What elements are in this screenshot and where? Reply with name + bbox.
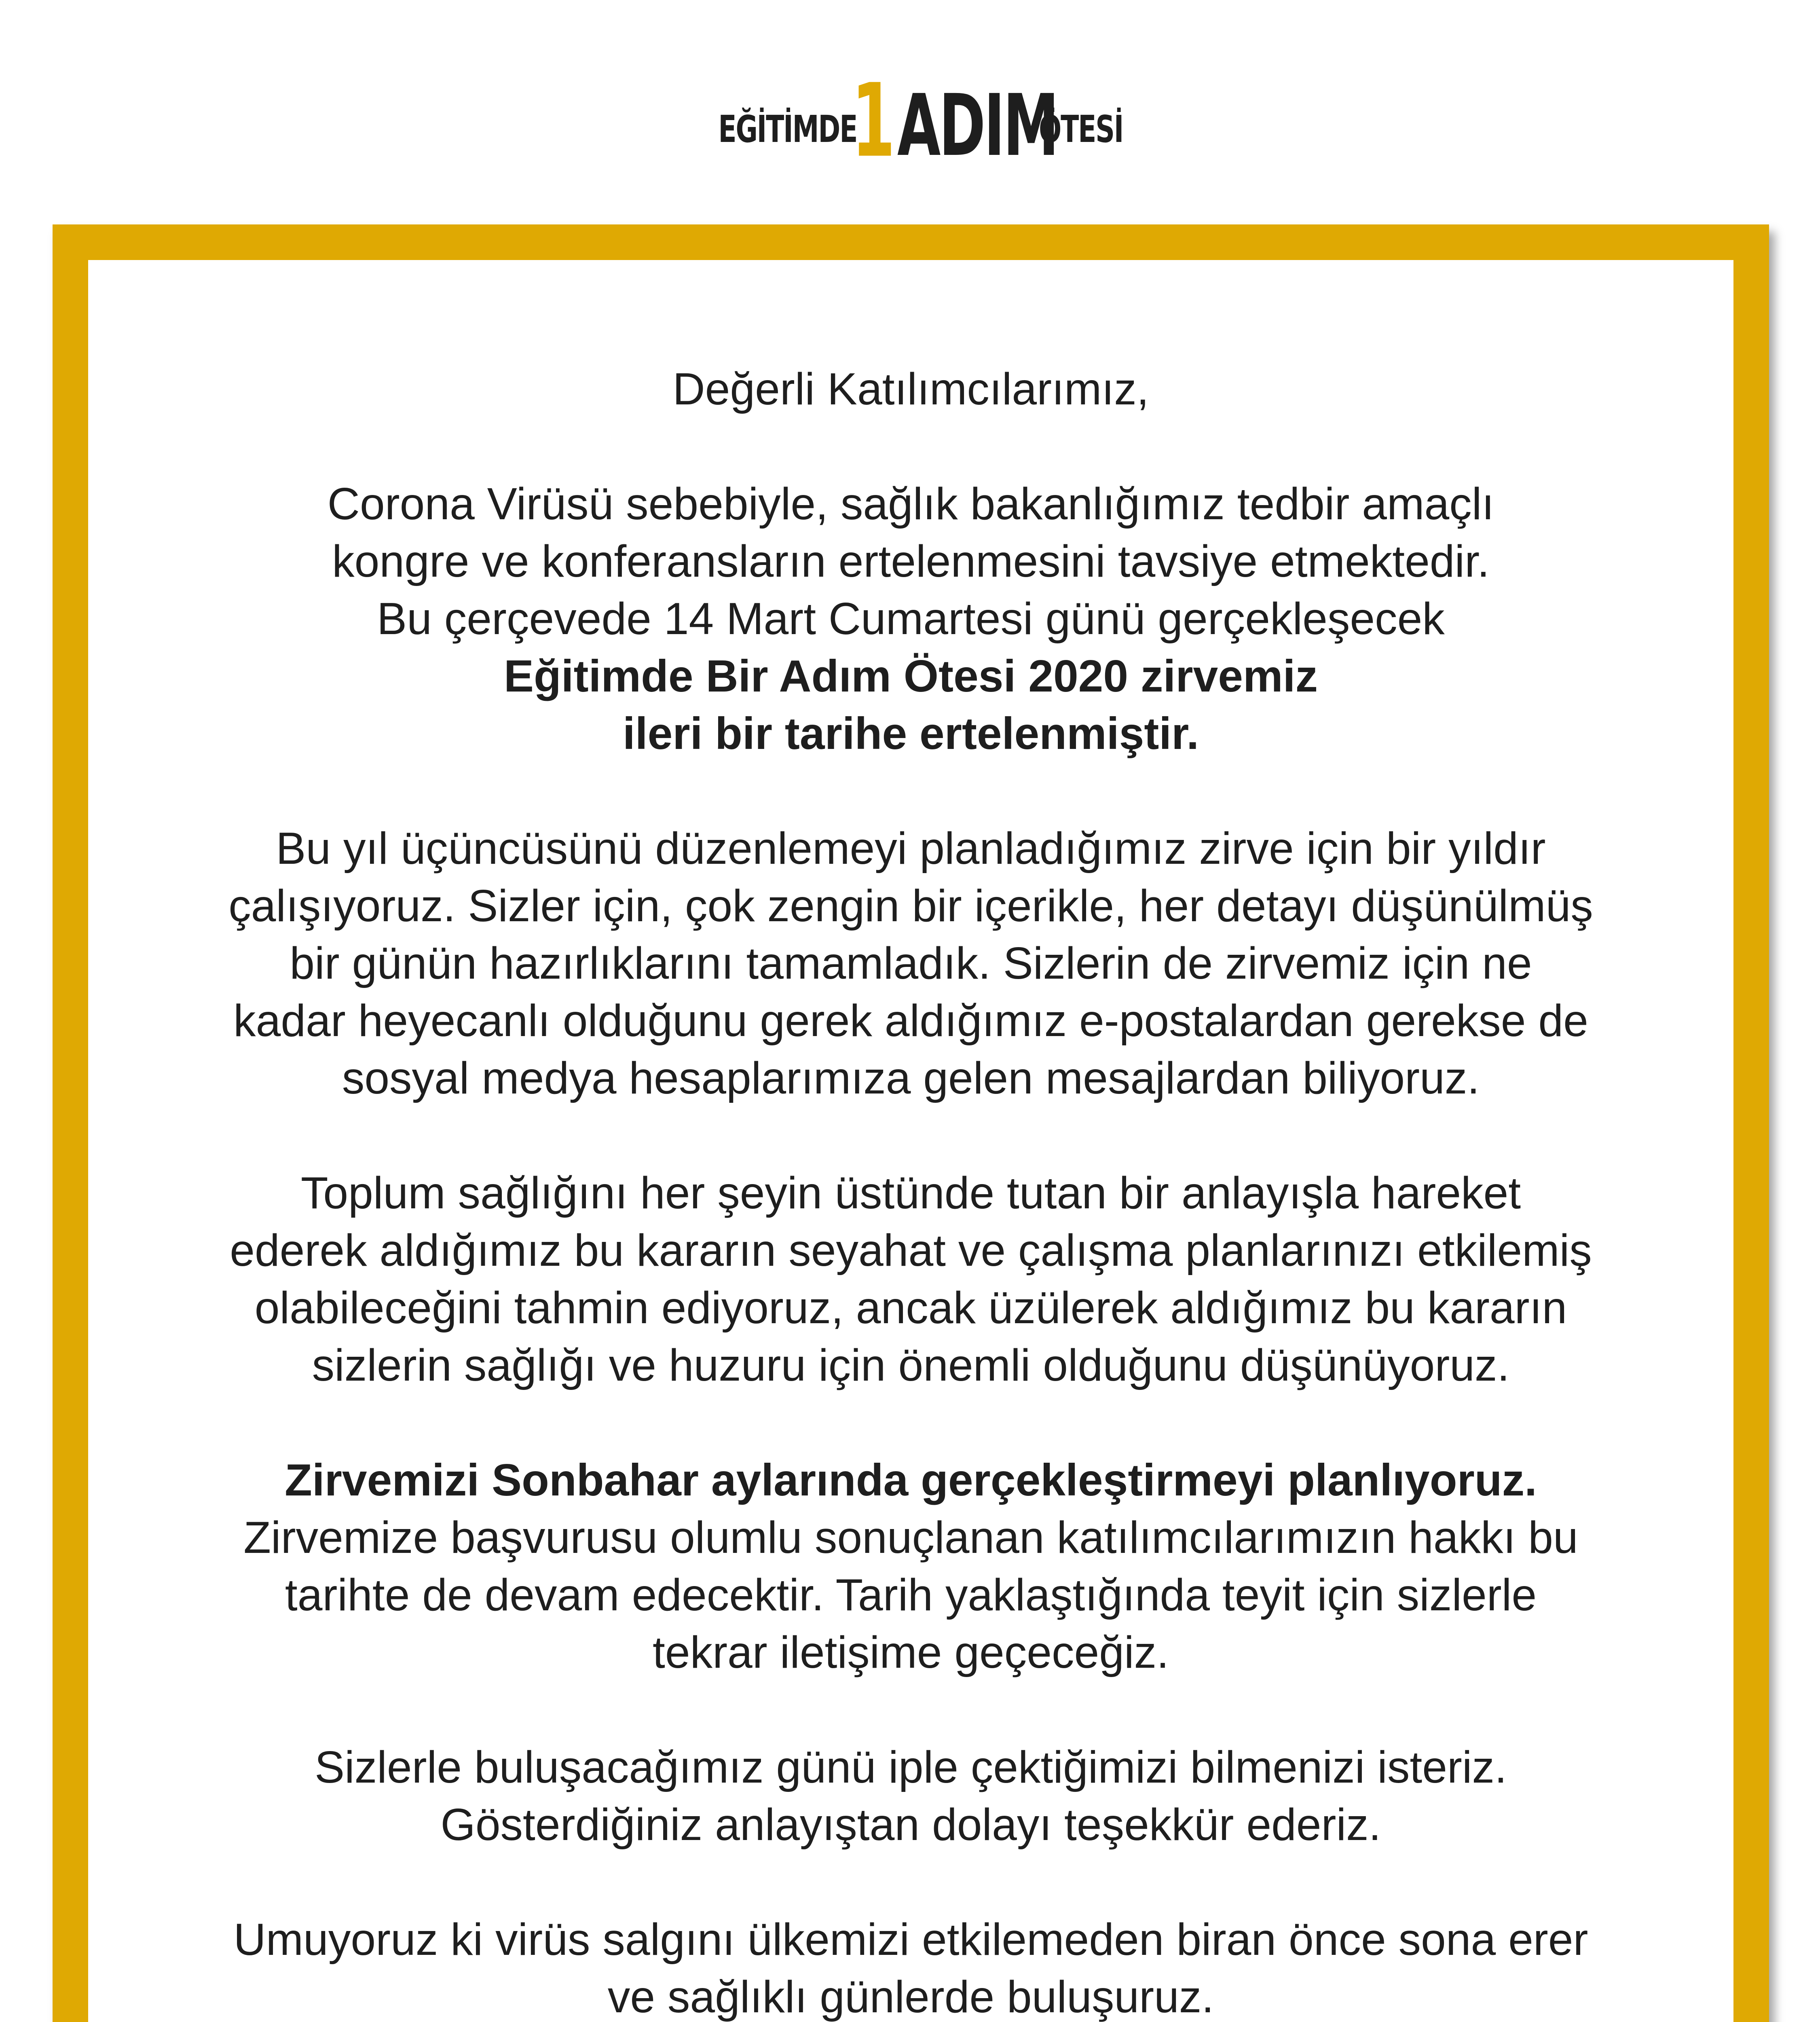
text-line: ederek aldığımız bu kararın seyahat ve çalışma planlarınızı etkilemiş: [230, 1225, 1592, 1275]
text-line: ve sağlıklı günlerde buluşuruz.: [607, 1972, 1214, 2022]
text-line: çalışıyoruz. Sizler için, çok zengin bir içerikle, her detayı düşünülmüş: [228, 881, 1593, 931]
bold-text-line: Eğitimde Bir Adım Ötesi 2020 zirvemiz: [503, 651, 1318, 701]
text-line: tekrar iletişime geçeceğiz.: [653, 1627, 1169, 1677]
text-line: sosyal medya hesaplarımıza gelen mesajlardan biliyoruz.: [342, 1053, 1480, 1103]
logo-left-text: EĞİTİMDE: [718, 108, 857, 151]
paragraph-public-health: [88, 1164, 1733, 1394]
logo-number: 1: [852, 62, 895, 180]
salutation-line: Değerli Katılımcılarımız,: [672, 364, 1149, 414]
paragraph-preparation: [88, 820, 1733, 1107]
text-line: Sizlerle buluşacağımız günü iple çektiğimizi bilmenizi isteriz.: [315, 1742, 1507, 1792]
text-line: Corona Virüsü sebebiyle, sağlık bakanlığımız tedbir amaçlı: [327, 479, 1494, 529]
text-line: Zirvemize başvurusu olumlu sonuçlanan katılımcılarımızın hakkı bu: [243, 1512, 1578, 1563]
text-line: sizlerin sağlığı ve huzuru için önemli olduğunu düşünüyoruz.: [312, 1340, 1510, 1390]
paragraph-thanks: [88, 1739, 1733, 1853]
announcement-frame: [53, 224, 1769, 2022]
paragraph-postponement: [88, 475, 1733, 762]
text-line: kongre ve konferansların ertelenmesini tavsiye etmektedir.: [332, 536, 1490, 586]
announcement-letter: [88, 360, 1733, 2022]
bold-text-line: ileri bir tarihe ertelenmiştir.: [622, 709, 1199, 759]
bold-text-line: Zirvemizi Sonbahar aylarında gerçekleştirmeyi planlıyoruz.: [285, 1455, 1537, 1505]
text-line: kadar heyecanlı olduğunu gerek aldığımız e-postalardan gerekse de: [233, 996, 1588, 1046]
text-line: tarihte de devam edecektir. Tarih yaklaştığında teyit için sizlerle: [285, 1570, 1537, 1620]
text-line: Toplum sağlığını her şeyin üstünde tutan bir anlayışla hareket: [300, 1168, 1521, 1218]
logo-right-text: ÖTESİ: [1038, 108, 1123, 151]
text-line: bir günün hazırlıklarını tamamladık. Sizlerin de zirvemiz için ne: [290, 938, 1532, 988]
brand-logo: [0, 62, 1820, 180]
logo-main-text: ADIM: [897, 76, 1057, 175]
salutation: [88, 360, 1733, 418]
paragraph-new-date: [88, 1451, 1733, 1681]
text-line: olabileceğini tahmin ediyoruz, ancak üzülerek aldığımız bu kararın: [254, 1283, 1567, 1333]
text-line: Bu yıl üçüncüsünü düzenlemeyi planladığımız zirve için bir yıldır: [276, 823, 1546, 874]
text-line: Gösterdiğiniz anlayıştan dolayı teşekkür ederiz.: [440, 1800, 1381, 1850]
paragraph-closing: [88, 1911, 1733, 2022]
text-line: Umuyoruz ki virüs salgını ülkemizi etkilemeden biran önce sona erer: [233, 1914, 1588, 1965]
text-line: Bu çerçevede 14 Mart Cumartesi günü gerçekleşecek: [377, 594, 1445, 644]
